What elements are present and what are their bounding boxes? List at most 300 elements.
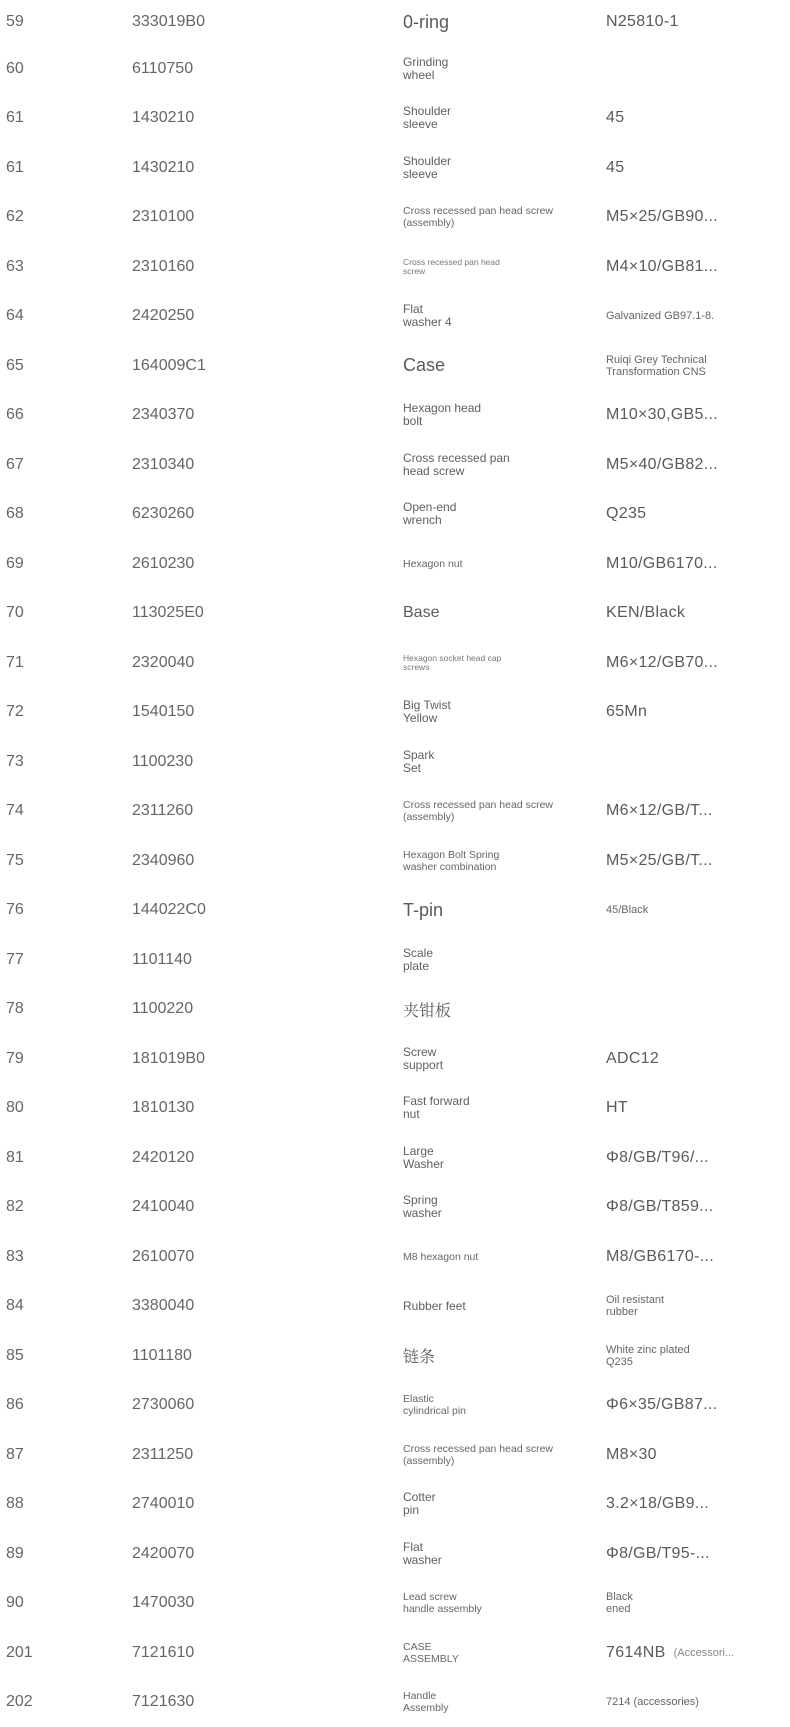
item-number-cell [6, 391, 126, 441]
part-number-cell [132, 1084, 392, 1134]
part-specification-cell [606, 539, 790, 589]
part-description-cell [403, 143, 603, 193]
item-number-cell [6, 688, 126, 738]
item-number-cell [6, 1232, 126, 1282]
part-number: 2310340 [132, 456, 194, 474]
part-description: Cross recessed pan head screw (assembly) [403, 205, 553, 229]
item-number: 63 [6, 258, 24, 276]
part-number: 2730060 [132, 1396, 194, 1414]
part-specification: M8/GB6170-... [606, 1248, 714, 1266]
part-description-cell [403, 1430, 603, 1480]
item-number: 68 [6, 505, 24, 523]
table-row [0, 638, 790, 688]
part-specification-cell [606, 1282, 790, 1332]
table-row [0, 787, 790, 837]
part-number: 1540150 [132, 703, 194, 721]
item-number: 81 [6, 1149, 24, 1167]
item-number-cell [6, 440, 126, 490]
part-number: 1430210 [132, 159, 194, 177]
part-description: Open-end wrench [403, 501, 456, 527]
part-number: 2310160 [132, 258, 194, 276]
item-number: 89 [6, 1545, 24, 1563]
item-number-cell [6, 1282, 126, 1332]
part-number: 2610070 [132, 1248, 194, 1266]
table-row [0, 985, 790, 1035]
part-number: 1101140 [132, 951, 192, 969]
part-number: 2610230 [132, 555, 194, 573]
item-number-cell [6, 94, 126, 144]
part-specification-cell [606, 1133, 790, 1183]
item-number-cell [6, 1034, 126, 1084]
part-specification: White zinc plated Q235 [606, 1344, 690, 1368]
part-specification: Φ8/GB/T859... [606, 1198, 713, 1216]
part-specification-cell [606, 787, 790, 837]
table-row [0, 1034, 790, 1084]
item-number: 61 [6, 109, 24, 127]
part-specification: M5×40/GB82... [606, 456, 718, 474]
part-description-cell [403, 737, 603, 787]
item-number-cell [6, 0, 126, 44]
part-description: Flat washer 4 [403, 303, 452, 329]
item-number-cell [6, 1381, 126, 1431]
table-row [0, 143, 790, 193]
part-number: 144022C0 [132, 901, 206, 919]
part-specification: M10/GB6170... [606, 555, 718, 573]
part-description-cell [403, 44, 603, 94]
item-number: 69 [6, 555, 24, 573]
item-number: 72 [6, 703, 24, 721]
part-description-cell [403, 688, 603, 738]
part-number-cell [132, 0, 392, 44]
part-number: 3380040 [132, 1297, 194, 1315]
item-number-cell [6, 1480, 126, 1530]
part-description-cell [403, 1282, 603, 1332]
part-number-cell [132, 1282, 392, 1332]
item-number: 88 [6, 1495, 24, 1513]
part-description-cell [403, 1331, 603, 1381]
part-number-cell [132, 638, 392, 688]
part-specification-cell [606, 292, 790, 342]
part-number-cell [132, 1480, 392, 1530]
part-description-cell [403, 1232, 603, 1282]
item-number: 87 [6, 1446, 24, 1464]
item-number: 62 [6, 208, 24, 226]
part-number-cell [132, 787, 392, 837]
item-number: 67 [6, 456, 24, 474]
part-number: 1470030 [132, 1594, 194, 1612]
table-row [0, 1282, 790, 1332]
part-specification-cell [606, 1430, 790, 1480]
table-row [0, 1579, 790, 1629]
part-number: 164009C1 [132, 357, 206, 375]
part-description-cell [403, 193, 603, 243]
part-specification: 45 [606, 159, 624, 177]
item-number: 77 [6, 951, 24, 969]
part-number: 1810130 [132, 1099, 194, 1117]
table-row [0, 1084, 790, 1134]
part-number-cell [132, 737, 392, 787]
item-number-cell [6, 193, 126, 243]
item-number-cell [6, 1331, 126, 1381]
part-number: 7121630 [132, 1693, 194, 1711]
part-specification: 45 [606, 109, 624, 127]
part-number: 2420250 [132, 307, 194, 325]
item-number-cell [6, 490, 126, 540]
item-number-cell [6, 1183, 126, 1233]
table-row [0, 44, 790, 94]
item-number: 71 [6, 654, 24, 672]
part-description: Hexagon socket head cap screws [403, 654, 501, 672]
part-number: 1101180 [132, 1347, 192, 1365]
part-description: Elastic cylindrical pin [403, 1393, 466, 1417]
item-number-cell [6, 242, 126, 292]
part-description: Case [403, 355, 445, 376]
item-number-cell [6, 292, 126, 342]
part-specification: Φ6×35/GB87... [606, 1396, 717, 1414]
item-number-cell [6, 935, 126, 985]
item-number-cell [6, 787, 126, 837]
part-description-cell [403, 341, 603, 391]
part-specification-cell [606, 886, 790, 936]
part-description-cell [403, 1034, 603, 1084]
part-description-cell [403, 638, 603, 688]
part-specification-cell [606, 341, 790, 391]
part-description: Cross recessed pan head screw (assembly) [403, 1443, 553, 1467]
part-specification-cell [606, 1579, 790, 1629]
part-specification-cell [606, 391, 790, 441]
part-description: Screw support [403, 1046, 443, 1072]
part-description: Flat washer [403, 1541, 442, 1567]
table-row [0, 1331, 790, 1381]
part-number: 333019B0 [132, 13, 205, 31]
part-description: Lead screw handle assembly [403, 1591, 482, 1615]
table-row [0, 539, 790, 589]
table-row [0, 935, 790, 985]
part-specification: 65Mn [606, 703, 647, 721]
part-number-cell [132, 1034, 392, 1084]
part-specification: 45/Black [606, 904, 648, 916]
item-number: 83 [6, 1248, 24, 1266]
part-description-cell [403, 1133, 603, 1183]
part-specification-cell [606, 638, 790, 688]
item-number-cell [6, 539, 126, 589]
part-description: Base [403, 604, 439, 622]
item-number-cell [6, 1084, 126, 1134]
part-description-cell [403, 1381, 603, 1431]
part-specification-cell [606, 1381, 790, 1431]
item-number: 65 [6, 357, 24, 375]
part-number: 2410040 [132, 1198, 194, 1216]
item-number-cell [6, 886, 126, 936]
part-number-cell [132, 1381, 392, 1431]
item-number-cell [6, 638, 126, 688]
part-number-cell [132, 935, 392, 985]
item-number-cell [6, 1133, 126, 1183]
part-description-cell [403, 985, 603, 1035]
part-specification: Φ8/GB/T96/... [606, 1149, 709, 1167]
part-specification: 7214 (accessories) [606, 1696, 699, 1708]
item-number: 90 [6, 1594, 24, 1612]
table-row [0, 589, 790, 639]
item-number: 64 [6, 307, 24, 325]
part-specification: 3.2×18/GB9... [606, 1495, 709, 1513]
part-number-cell [132, 193, 392, 243]
part-specification-cell [606, 1084, 790, 1134]
part-description-cell [403, 935, 603, 985]
part-number: 7121610 [132, 1644, 194, 1662]
part-number-cell [132, 490, 392, 540]
part-description-cell [403, 1084, 603, 1134]
part-specification-cell [606, 836, 790, 886]
part-specification: M4×10/GB81... [606, 258, 718, 276]
part-number: 2420070 [132, 1545, 194, 1563]
part-number-cell [132, 688, 392, 738]
item-number-cell [6, 1678, 126, 1727]
part-number-cell [132, 985, 392, 1035]
table-row [0, 1232, 790, 1282]
table-row [0, 1628, 790, 1678]
table-row [0, 242, 790, 292]
part-number-cell [132, 836, 392, 886]
part-specification: HT [606, 1099, 628, 1117]
item-number: 82 [6, 1198, 24, 1216]
part-specification-cell [606, 1480, 790, 1530]
part-number-cell [132, 886, 392, 936]
part-number-cell [132, 589, 392, 639]
item-number: 75 [6, 852, 24, 870]
part-specification-cell [606, 589, 790, 639]
part-description: Spring washer [403, 1194, 442, 1220]
item-number-cell [6, 1628, 126, 1678]
part-number: 2311250 [132, 1446, 193, 1464]
table-row [0, 1430, 790, 1480]
part-number-cell [132, 1430, 392, 1480]
item-number: 61 [6, 159, 24, 177]
part-description-cell [403, 1183, 603, 1233]
part-description: M8 hexagon nut [403, 1251, 478, 1263]
table-row [0, 193, 790, 243]
table-row [0, 391, 790, 441]
part-description: Spark Set [403, 749, 434, 775]
part-number-cell [132, 94, 392, 144]
item-number: 78 [6, 1000, 24, 1018]
part-specification-cell [606, 1183, 790, 1233]
part-specification-cell [606, 0, 790, 44]
part-description: Cross recessed pan head screw (assembly) [403, 799, 553, 823]
part-specification-cell [606, 1678, 790, 1727]
part-description-cell [403, 1529, 603, 1579]
part-description: Fast forward nut [403, 1095, 470, 1121]
item-number: 79 [6, 1050, 24, 1068]
item-number: 60 [6, 60, 24, 78]
part-number-cell [132, 143, 392, 193]
table-row [0, 1480, 790, 1530]
part-description-cell [403, 787, 603, 837]
part-specification-cell [606, 242, 790, 292]
item-number-cell [6, 836, 126, 886]
item-number-cell [6, 143, 126, 193]
part-specification-cell [606, 44, 790, 94]
item-number: 73 [6, 753, 24, 771]
item-number: 74 [6, 802, 24, 820]
part-description: T-pin [403, 900, 443, 921]
part-description-cell [403, 539, 603, 589]
part-specification: KEN/Black [606, 604, 685, 622]
part-description: Cross recessed pan head screw [403, 452, 510, 478]
table-row [0, 490, 790, 540]
table-row [0, 1678, 790, 1727]
part-number: 1100230 [132, 753, 193, 771]
part-number: 2320040 [132, 654, 194, 672]
part-description: Hexagon nut [403, 558, 463, 570]
part-number-cell [132, 1628, 392, 1678]
table-row [0, 737, 790, 787]
part-number: 113025E0 [132, 604, 204, 622]
item-number: 76 [6, 901, 24, 919]
part-number-cell [132, 539, 392, 589]
part-number: 2310100 [132, 208, 194, 226]
item-number: 66 [6, 406, 24, 424]
part-description-cell [403, 836, 603, 886]
part-number-cell [132, 1133, 392, 1183]
table-row [0, 836, 790, 886]
part-specification-note: (Accessori... [674, 1647, 735, 1659]
table-row [0, 1183, 790, 1233]
table-row [0, 440, 790, 490]
part-specification-cell [606, 440, 790, 490]
part-description: Handle Assembly [403, 1690, 449, 1714]
part-specification: Q235 [606, 505, 646, 523]
table-row [0, 1133, 790, 1183]
part-number: 2420120 [132, 1149, 194, 1167]
part-description-cell [403, 1480, 603, 1530]
part-description: Hexagon Bolt Spring washer combination [403, 849, 499, 873]
item-number-cell [6, 737, 126, 787]
part-number: 6230260 [132, 505, 194, 523]
item-number-cell [6, 589, 126, 639]
part-description-cell [403, 589, 603, 639]
table-row [0, 886, 790, 936]
part-description: 0-ring [403, 12, 449, 33]
part-description: Cross recessed pan head screw [403, 258, 500, 276]
part-description: Cotter pin [403, 1491, 436, 1517]
part-description-cell [403, 1628, 603, 1678]
table-row [0, 292, 790, 342]
part-specification: M8×30 [606, 1446, 657, 1464]
part-specification-cell [606, 1529, 790, 1579]
part-description: Large Washer [403, 1145, 444, 1171]
part-description-cell [403, 242, 603, 292]
part-number-cell [132, 292, 392, 342]
part-description: Grinding wheel [403, 56, 448, 82]
part-specification: Black ened [606, 1591, 633, 1615]
part-number-cell [132, 440, 392, 490]
item-number-cell [6, 1529, 126, 1579]
part-description: CASE ASSEMBLY [403, 1641, 459, 1665]
part-number: 2340960 [132, 852, 194, 870]
part-specification: Φ8/GB/T95-... [606, 1545, 710, 1563]
part-number-cell [132, 44, 392, 94]
part-specification-cell [606, 1232, 790, 1282]
part-description-cell [403, 1579, 603, 1629]
part-specification-cell [606, 490, 790, 540]
part-specification-cell [606, 143, 790, 193]
part-description: Shoulder sleeve [403, 105, 451, 131]
part-specification: ADC12 [606, 1050, 659, 1068]
part-specification: Ruiqi Grey Technical Transformation CNS [606, 354, 707, 378]
part-number-cell [132, 242, 392, 292]
part-description-cell [403, 0, 603, 44]
part-number: 1100220 [132, 1000, 193, 1018]
table-row [0, 1529, 790, 1579]
item-number: 85 [6, 1347, 24, 1365]
part-specification-cell [606, 1628, 790, 1678]
part-number: 2340370 [132, 406, 194, 424]
part-description: 链条 [403, 1344, 435, 1367]
part-number-cell [132, 391, 392, 441]
part-specification: 7614NB [606, 1644, 666, 1662]
part-description-cell [403, 292, 603, 342]
part-specification-cell [606, 985, 790, 1035]
part-specification-cell [606, 688, 790, 738]
part-specification: M6×12/GB/T... [606, 802, 713, 820]
item-number-cell [6, 44, 126, 94]
item-number: 70 [6, 604, 24, 622]
part-specification: M5×25/GB/T... [606, 852, 713, 870]
table-row [0, 341, 790, 391]
part-description-cell [403, 1678, 603, 1727]
part-specification-cell [606, 94, 790, 144]
part-description: Rubber feet [403, 1300, 466, 1313]
table-row [0, 94, 790, 144]
item-number: 84 [6, 1297, 24, 1315]
item-number-cell [6, 1430, 126, 1480]
item-number: 59 [6, 13, 24, 31]
part-specification: Oil resistant rubber [606, 1294, 664, 1318]
item-number: 201 [6, 1644, 33, 1662]
table-row [0, 688, 790, 738]
part-number: 6110750 [132, 60, 193, 78]
part-description-cell [403, 440, 603, 490]
table-row [0, 1381, 790, 1431]
part-number-cell [132, 341, 392, 391]
part-specification: M5×25/GB90... [606, 208, 718, 226]
part-description-cell [403, 490, 603, 540]
part-description: Scale plate [403, 947, 433, 973]
part-number: 2311260 [132, 802, 193, 820]
part-specification: M10×30,GB5... [606, 406, 718, 424]
part-description: Big Twist Yellow [403, 699, 451, 725]
part-number-cell [132, 1183, 392, 1233]
part-specification: N25810-1 [606, 13, 679, 31]
part-specification: M6×12/GB70... [606, 654, 718, 672]
part-specification-cell [606, 193, 790, 243]
part-number-cell [132, 1529, 392, 1579]
part-specification-cell [606, 935, 790, 985]
part-specification: Galvanized GB97.1-8. [606, 310, 714, 322]
item-number-cell [6, 341, 126, 391]
part-specification-cell [606, 1034, 790, 1084]
part-number-cell [132, 1331, 392, 1381]
item-number: 86 [6, 1396, 24, 1414]
item-number: 80 [6, 1099, 24, 1117]
part-description: 夹钳板 [403, 998, 451, 1021]
item-number-cell [6, 1579, 126, 1629]
part-number-cell [132, 1678, 392, 1727]
part-specification-cell [606, 1331, 790, 1381]
item-number-cell [6, 985, 126, 1035]
part-number: 181019B0 [132, 1050, 205, 1068]
